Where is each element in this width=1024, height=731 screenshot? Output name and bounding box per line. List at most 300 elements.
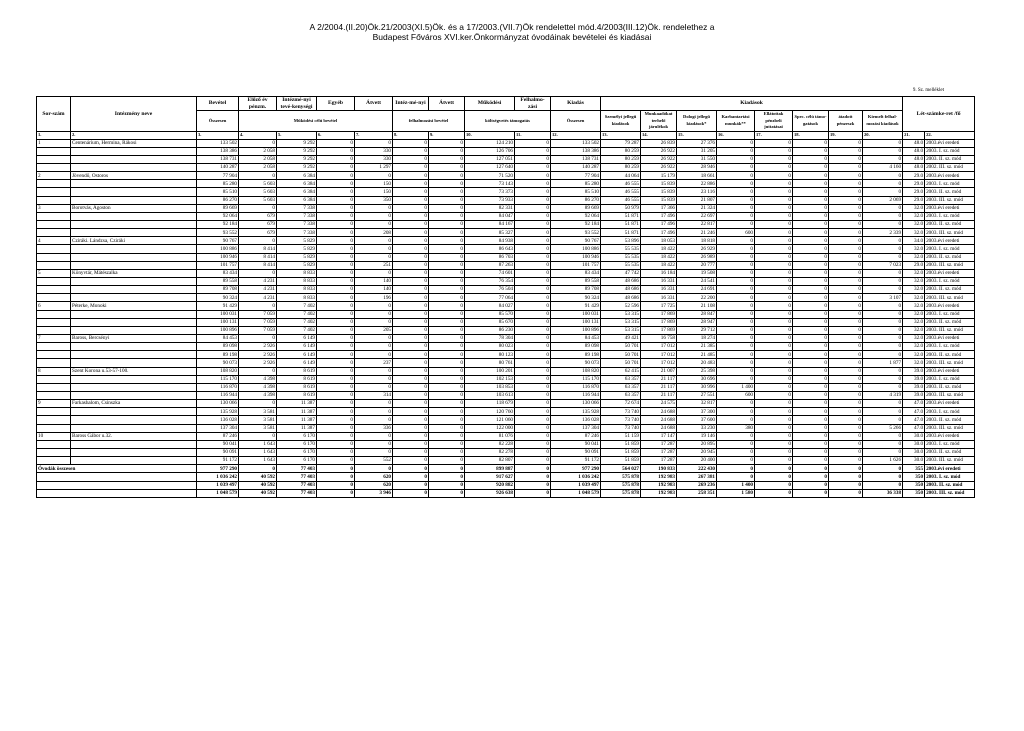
value-cell: 18 422 <box>641 245 677 253</box>
value-cell: 0 <box>755 294 793 302</box>
value-cell: 135 928 <box>551 408 601 416</box>
value-cell: 0 <box>239 432 277 440</box>
header-koltsegvetes: költségvetés támogatás <box>465 111 551 132</box>
table-row <box>37 424 975 432</box>
value-cell: 0 <box>393 432 429 440</box>
value-cell: 0 <box>317 164 355 172</box>
value-cell: 127 051 <box>465 155 515 163</box>
budget-version: 2003.évi eredeti <box>925 172 975 180</box>
value-cell: 4 160 <box>863 164 903 172</box>
value-cell: 71 520 <box>465 172 515 180</box>
value-cell: 39.0 <box>903 367 925 375</box>
value-cell: 0 <box>317 351 355 359</box>
value-cell: 0 <box>793 392 829 400</box>
value-cell: 0 <box>355 172 393 180</box>
value-cell: 0 <box>515 416 551 424</box>
value-cell: 63 357 <box>601 383 641 391</box>
value-cell: 9 292 <box>277 155 317 163</box>
value-cell: 0 <box>393 147 429 155</box>
row-number <box>37 375 71 383</box>
value-cell: 32.0 <box>903 326 925 334</box>
header-kiemelt: Kiemelt felhal-mozási kiadások <box>863 111 903 132</box>
value-cell: 0 <box>515 351 551 359</box>
value-cell: 25 398 <box>677 367 717 375</box>
value-cell: 0 <box>515 147 551 155</box>
value-cell: 103 853 <box>465 383 515 391</box>
value-cell: 0 <box>429 269 465 277</box>
value-cell: 90 041 <box>551 440 601 448</box>
value-cell: 17 496 <box>641 212 677 220</box>
row-number <box>37 440 71 448</box>
value-cell: 0 <box>393 489 429 497</box>
column-number: 3. <box>197 131 239 139</box>
value-cell: 0 <box>429 302 465 310</box>
value-cell: 26 839 <box>641 139 677 147</box>
value-cell: 192 983 <box>641 473 677 481</box>
value-cell: 137 304 <box>551 424 601 432</box>
value-cell: 4 398 <box>239 383 277 391</box>
header-spec: Spec. célú támo-gatások <box>793 111 829 132</box>
value-cell: 85 280 <box>551 180 601 188</box>
value-cell: 137 304 <box>197 424 239 432</box>
value-cell: 90 091 <box>197 448 239 456</box>
value-cell: 22 886 <box>677 180 717 188</box>
budget-version: 2003. III. sz. mód <box>925 326 975 334</box>
value-cell: 0 <box>515 245 551 253</box>
value-cell: 0 <box>793 294 829 302</box>
value-cell: 0 <box>317 261 355 269</box>
value-cell: 0 <box>863 465 903 473</box>
column-number: 15. <box>677 131 717 139</box>
value-cell: 0 <box>317 392 355 400</box>
table-row <box>37 432 975 440</box>
value-cell: 0 <box>355 302 393 310</box>
value-cell: 0 <box>317 367 355 375</box>
value-cell: 0 <box>355 237 393 245</box>
value-cell: 15 839 <box>641 196 677 204</box>
value-cell: 91 172 <box>551 457 601 465</box>
value-cell: 0 <box>793 196 829 204</box>
budget-version: 2003. I. sz. mód <box>925 278 975 286</box>
column-number: 11. <box>515 131 551 139</box>
institution-name: Szent Korona u.53-57-100. <box>71 367 197 375</box>
institution-name <box>71 180 197 188</box>
value-cell: 48 686 <box>601 294 641 302</box>
total-label: Óvodák összesen <box>37 465 197 473</box>
value-cell: 0 <box>755 310 793 318</box>
value-cell: 0 <box>429 448 465 456</box>
value-cell: 0 <box>393 400 429 408</box>
value-cell: 1 643 <box>239 440 277 448</box>
value-cell: 0 <box>355 367 393 375</box>
value-cell: 0 <box>515 188 551 196</box>
value-cell: 0 <box>717 155 755 163</box>
value-cell: 0 <box>355 310 393 318</box>
value-cell: 17 012 <box>641 351 677 359</box>
value-cell: 0 <box>755 318 793 326</box>
value-cell: 350 <box>903 473 925 481</box>
value-cell: 48.0 <box>903 147 925 155</box>
value-cell: 269 236 <box>677 481 717 489</box>
value-cell: 121 060 <box>465 416 515 424</box>
value-cell: 575 878 <box>601 489 641 497</box>
institution-name <box>71 278 197 286</box>
value-cell: 0 <box>717 286 755 294</box>
value-cell: 0 <box>863 155 903 163</box>
value-cell: 87 246 <box>551 432 601 440</box>
value-cell: 0 <box>429 261 465 269</box>
value-cell: 52 596 <box>601 302 641 310</box>
value-cell: 89 198 <box>551 351 601 359</box>
value-cell: 0 <box>717 188 755 196</box>
value-cell: 0 <box>429 294 465 302</box>
value-cell: 0 <box>755 269 793 277</box>
table-row <box>37 245 975 253</box>
budget-version: 2003. III. sz. mód <box>925 229 975 237</box>
value-cell: 0 <box>317 310 355 318</box>
value-cell: 16 331 <box>641 286 677 294</box>
value-cell: 91 172 <box>197 457 239 465</box>
value-cell: 0 <box>239 302 277 310</box>
value-cell: 0 <box>317 196 355 204</box>
value-cell: 89 669 <box>551 204 601 212</box>
value-cell: 47.0 <box>903 416 925 424</box>
value-cell: 196 <box>355 294 393 302</box>
value-cell: 48 686 <box>601 286 641 294</box>
value-cell: 44 064 <box>601 172 641 180</box>
value-cell: 80 259 <box>601 155 641 163</box>
value-cell: 85 327 <box>465 229 515 237</box>
value-cell: 100 131 <box>197 318 239 326</box>
table-row <box>37 286 975 294</box>
value-cell: 32.0 <box>903 229 925 237</box>
value-cell: 101 757 <box>197 261 239 269</box>
value-cell: 86 270 <box>197 196 239 204</box>
value-cell: 82 278 <box>465 448 515 456</box>
value-cell: 24 575 <box>641 400 677 408</box>
value-cell: 0 <box>829 147 863 155</box>
value-cell: 4 398 <box>239 375 277 383</box>
table-row <box>37 457 975 465</box>
value-cell: 23 116 <box>677 188 717 196</box>
value-cell: 0 <box>239 139 277 147</box>
budget-version: 2003. II. sz. mód <box>925 416 975 424</box>
value-cell: 0 <box>515 204 551 212</box>
value-cell: 118 679 <box>465 400 515 408</box>
value-cell: 127 640 <box>465 164 515 172</box>
budget-version: 2003.évi eredeti <box>925 302 975 310</box>
value-cell: 0 <box>793 335 829 343</box>
value-cell: 0 <box>239 400 277 408</box>
total-label <box>37 489 197 497</box>
value-cell: 0 <box>429 416 465 424</box>
value-cell: 0 <box>355 318 393 326</box>
value-cell: 74 601 <box>465 269 515 277</box>
value-cell: 138 386 <box>551 147 601 155</box>
column-number: 2. <box>71 131 197 139</box>
value-cell: 0 <box>829 489 863 497</box>
table-row <box>37 294 975 302</box>
institution-name <box>71 229 197 237</box>
value-cell: 0 <box>755 221 793 229</box>
value-cell: 0 <box>317 139 355 147</box>
budget-version: 2003. I. sz. mód <box>925 343 975 351</box>
column-number: 20. <box>863 131 903 139</box>
value-cell: 0 <box>829 212 863 220</box>
value-cell: 0 <box>393 237 429 245</box>
value-cell: 0 <box>355 383 393 391</box>
value-cell: 0 <box>393 448 429 456</box>
budget-version: 2003. I. sz. mód <box>925 408 975 416</box>
value-cell: 32.0 <box>903 253 925 261</box>
value-cell: 0 <box>393 481 429 489</box>
budget-version: 2003. II. sz. mód <box>925 188 975 196</box>
value-cell: 17 287 <box>641 440 677 448</box>
value-cell: 18 274 <box>677 335 717 343</box>
value-cell: 18 053 <box>641 237 677 245</box>
value-cell: 89 708 <box>197 286 239 294</box>
value-cell: 30.0 <box>903 440 925 448</box>
table-row <box>37 318 975 326</box>
value-cell: 53 315 <box>601 310 641 318</box>
value-cell: 126 706 <box>465 147 515 155</box>
value-cell: 100 031 <box>551 310 601 318</box>
row-number <box>37 245 71 253</box>
value-cell: 73 373 <box>465 188 515 196</box>
value-cell: 0 <box>355 204 393 212</box>
value-cell: 46 555 <box>601 180 641 188</box>
value-cell: 0 <box>429 424 465 432</box>
budget-version: 2003. III. sz. mód <box>925 294 975 302</box>
value-cell: 16 331 <box>641 294 677 302</box>
value-cell: 0 <box>393 212 429 220</box>
value-cell: 0 <box>755 457 793 465</box>
value-cell: 0 <box>863 318 903 326</box>
value-cell: 8 619 <box>277 392 317 400</box>
header-bevetel: Bevétel <box>197 97 239 111</box>
value-cell: 620 <box>355 473 393 481</box>
institution-name <box>71 188 197 196</box>
value-cell: 0 <box>793 457 829 465</box>
value-cell: 258 351 <box>677 489 717 497</box>
value-cell: 48.0 <box>903 155 925 163</box>
value-cell: 0 <box>829 221 863 229</box>
value-cell: 0 <box>863 383 903 391</box>
value-cell: 0 <box>393 261 429 269</box>
value-cell: 0 <box>317 465 355 473</box>
row-number <box>37 448 71 456</box>
value-cell: 350 <box>903 481 925 489</box>
value-cell: 0 <box>429 139 465 147</box>
value-cell: 0 <box>515 180 551 188</box>
value-cell: 32.0 <box>903 335 925 343</box>
value-cell: 0 <box>829 172 863 180</box>
value-cell: 2 058 <box>239 147 277 155</box>
value-cell: 47.0 <box>903 424 925 432</box>
value-cell: 0 <box>793 221 829 229</box>
value-cell: 0 <box>793 172 829 180</box>
value-cell: 6 384 <box>277 180 317 188</box>
value-cell: 1 643 <box>239 457 277 465</box>
value-cell: 0 <box>429 432 465 440</box>
budget-version: 2003.évi eredeti <box>925 432 975 440</box>
value-cell: 17 366 <box>641 204 677 212</box>
value-cell: 0 <box>755 155 793 163</box>
value-cell: 0 <box>317 212 355 220</box>
value-cell: 620 <box>355 481 393 489</box>
value-cell: 73 143 <box>465 180 515 188</box>
value-cell: 0 <box>393 457 429 465</box>
budget-version: 2003. III. sz. mód <box>925 489 975 497</box>
value-cell: 0 <box>717 310 755 318</box>
value-cell: 0 <box>355 440 393 448</box>
value-cell: 26 929 <box>677 245 717 253</box>
value-cell: 21 246 <box>677 229 717 237</box>
value-cell: 77 064 <box>465 294 515 302</box>
value-cell: 53 896 <box>601 237 641 245</box>
value-cell: 140 <box>355 286 393 294</box>
value-cell: 84 453 <box>551 335 601 343</box>
value-cell: 0 <box>755 286 793 294</box>
value-cell: 0 <box>755 326 793 334</box>
appendix-note: 9. Sz. melléklet <box>912 88 944 93</box>
value-cell: 49 421 <box>601 335 641 343</box>
value-cell: 0 <box>393 164 429 172</box>
value-cell: 0 <box>829 448 863 456</box>
institution-name <box>71 196 197 204</box>
value-cell: 7 059 <box>239 326 277 334</box>
header-atvett-2: Átvett <box>429 97 465 111</box>
value-cell: 0 <box>755 164 793 172</box>
value-cell: 208 <box>355 229 393 237</box>
value-cell: 0 <box>317 326 355 334</box>
row-number: 6 <box>37 302 71 310</box>
value-cell: 24 688 <box>641 416 677 424</box>
value-cell: 0 <box>429 481 465 489</box>
value-cell: 0 <box>717 465 755 473</box>
value-cell: 116 944 <box>551 392 601 400</box>
value-cell: 355 <box>903 465 925 473</box>
value-cell: 0 <box>393 253 429 261</box>
value-cell: 0 <box>717 269 755 277</box>
value-cell: 0 <box>793 310 829 318</box>
value-cell: 93 552 <box>197 229 239 237</box>
table-row <box>37 164 975 172</box>
value-cell: 85 510 <box>197 188 239 196</box>
value-cell: 39.0 <box>903 383 925 391</box>
value-cell: 7 338 <box>277 229 317 237</box>
value-cell: 32.0 <box>903 310 925 318</box>
value-cell: 24 691 <box>677 286 717 294</box>
value-cell: 32.0 <box>903 351 925 359</box>
value-cell: 0 <box>755 359 793 367</box>
value-cell: 0 <box>515 229 551 237</box>
value-cell: 600 <box>717 229 755 237</box>
value-cell: 0 <box>429 196 465 204</box>
value-cell: 150 <box>355 180 393 188</box>
value-cell: 0 <box>317 245 355 253</box>
value-cell: 0 <box>355 343 393 351</box>
value-cell: 0 <box>515 278 551 286</box>
value-cell: 0 <box>755 253 793 261</box>
value-cell: 15 179 <box>641 172 677 180</box>
value-cell: 21 117 <box>641 383 677 391</box>
value-cell: 0 <box>393 367 429 375</box>
value-cell: 0 <box>863 432 903 440</box>
institution-name: Borotvás, Agoston <box>71 204 197 212</box>
value-cell: 1 400 <box>717 481 755 489</box>
value-cell: 8 619 <box>277 367 317 375</box>
value-cell: 0 <box>717 180 755 188</box>
value-cell: 5 603 <box>239 188 277 196</box>
value-cell: 0 <box>829 196 863 204</box>
value-cell: 55 535 <box>601 261 641 269</box>
value-cell: 9 292 <box>277 139 317 147</box>
value-cell: 84 047 <box>465 212 515 220</box>
value-cell: 0 <box>515 465 551 473</box>
value-cell: 31 205 <box>677 147 717 155</box>
value-cell: 0 <box>793 212 829 220</box>
value-cell: 0 <box>863 188 903 196</box>
budget-table <box>36 96 975 498</box>
value-cell: 1 643 <box>239 448 277 456</box>
value-cell: 0 <box>793 367 829 375</box>
value-cell: 0 <box>239 269 277 277</box>
value-cell: 4 319 <box>863 392 903 400</box>
value-cell: 17 869 <box>641 310 677 318</box>
value-cell: 0 <box>317 302 355 310</box>
value-cell: 115 170 <box>551 375 601 383</box>
institution-name <box>71 375 197 383</box>
value-cell: 0 <box>355 416 393 424</box>
value-cell: 0 <box>863 416 903 424</box>
value-cell: 0 <box>515 237 551 245</box>
value-cell: 48 686 <box>601 278 641 286</box>
value-cell: 0 <box>393 473 429 481</box>
header-felhalm-bevetel: felhalmozási bevétel <box>393 111 465 132</box>
value-cell: 17 287 <box>641 457 677 465</box>
value-cell: 0 <box>429 392 465 400</box>
value-cell: 0 <box>393 392 429 400</box>
institution-name <box>71 416 197 424</box>
value-cell: 27 376 <box>677 139 717 147</box>
budget-version: 2003.évi eredeti <box>925 237 975 245</box>
value-cell: 32.0 <box>903 302 925 310</box>
row-number <box>37 164 71 172</box>
value-cell: 0 <box>317 489 355 497</box>
value-cell: 90 324 <box>551 294 601 302</box>
value-cell: 76 354 <box>465 278 515 286</box>
budget-version: 2003.évi eredeti <box>925 465 975 473</box>
value-cell: 0 <box>829 400 863 408</box>
value-cell: 0 <box>863 237 903 245</box>
value-cell: 22 200 <box>677 294 717 302</box>
institution-name <box>71 212 197 220</box>
value-cell: 6 384 <box>277 172 317 180</box>
value-cell: 0 <box>793 237 829 245</box>
table-row <box>37 180 975 188</box>
table-row <box>37 269 975 277</box>
value-cell: 0 <box>429 473 465 481</box>
value-cell: 86 230 <box>465 326 515 334</box>
value-cell: 0 <box>239 172 277 180</box>
value-cell: 40 592 <box>239 481 277 489</box>
value-cell: 116 870 <box>551 383 601 391</box>
value-cell: 0 <box>429 245 465 253</box>
value-cell: 92 184 <box>551 221 601 229</box>
value-cell: 0 <box>515 489 551 497</box>
value-cell: 0 <box>829 278 863 286</box>
